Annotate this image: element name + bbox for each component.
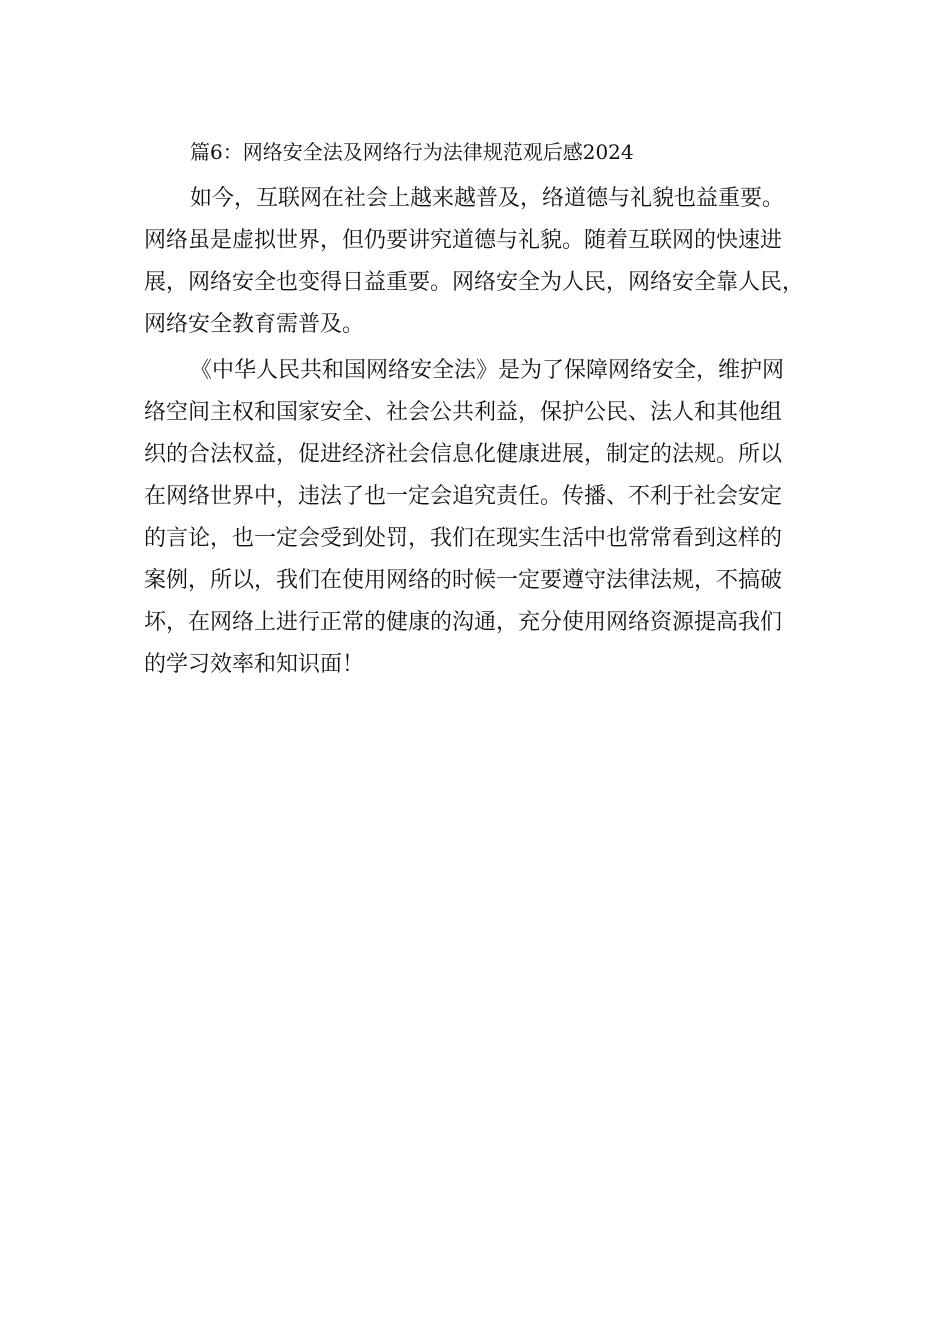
paragraph-line: 《中华人民共和国网络安全法》是为了保障网络安全，维护网	[190, 358, 785, 383]
paragraph-line: 的学习效率和知识面！	[144, 652, 365, 677]
document-heading: 篇6：网络安全法及网络行为法律规范观后感2024	[190, 140, 634, 164]
paragraph-line: 坏，在网络上进行正常的健康的沟通，充分使用网络资源提高我们	[144, 610, 783, 635]
paragraph-1	[144, 178, 824, 346]
paragraph-2	[144, 350, 824, 686]
paragraph-line: 的言论，也一定会受到处罚，我们在现实生活中也常常看到这样的	[144, 526, 783, 551]
paragraph-line: 案例，所以，我们在使用网络的时候一定要遵守法律法规，不搞破	[144, 568, 783, 593]
paragraph-line: 织的合法权益，促进经济社会信息化健康进展，制定的法规。所以	[144, 442, 783, 467]
paragraph-line: 网络安全教育需普及。	[144, 312, 365, 337]
paragraph-line: 展，网络安全也变得日益重要。网络安全为人民，网络安全靠人民，	[144, 270, 805, 295]
paragraph-line: 如今，互联网在社会上越来越普及，络道德与礼貌也益重要。	[190, 186, 785, 211]
document-body	[144, 132, 824, 690]
paragraph-line: 网络虽是虚拟世界，但仍要讲究道德与礼貌。随着互联网的快速进	[144, 228, 783, 253]
paragraph-line: 络空间主权和国家安全、社会公共利益，保护公民、法人和其他组	[144, 400, 783, 425]
paragraph-line: 在网络世界中，违法了也一定会追究责任。传播、不利于社会安定	[144, 484, 783, 509]
